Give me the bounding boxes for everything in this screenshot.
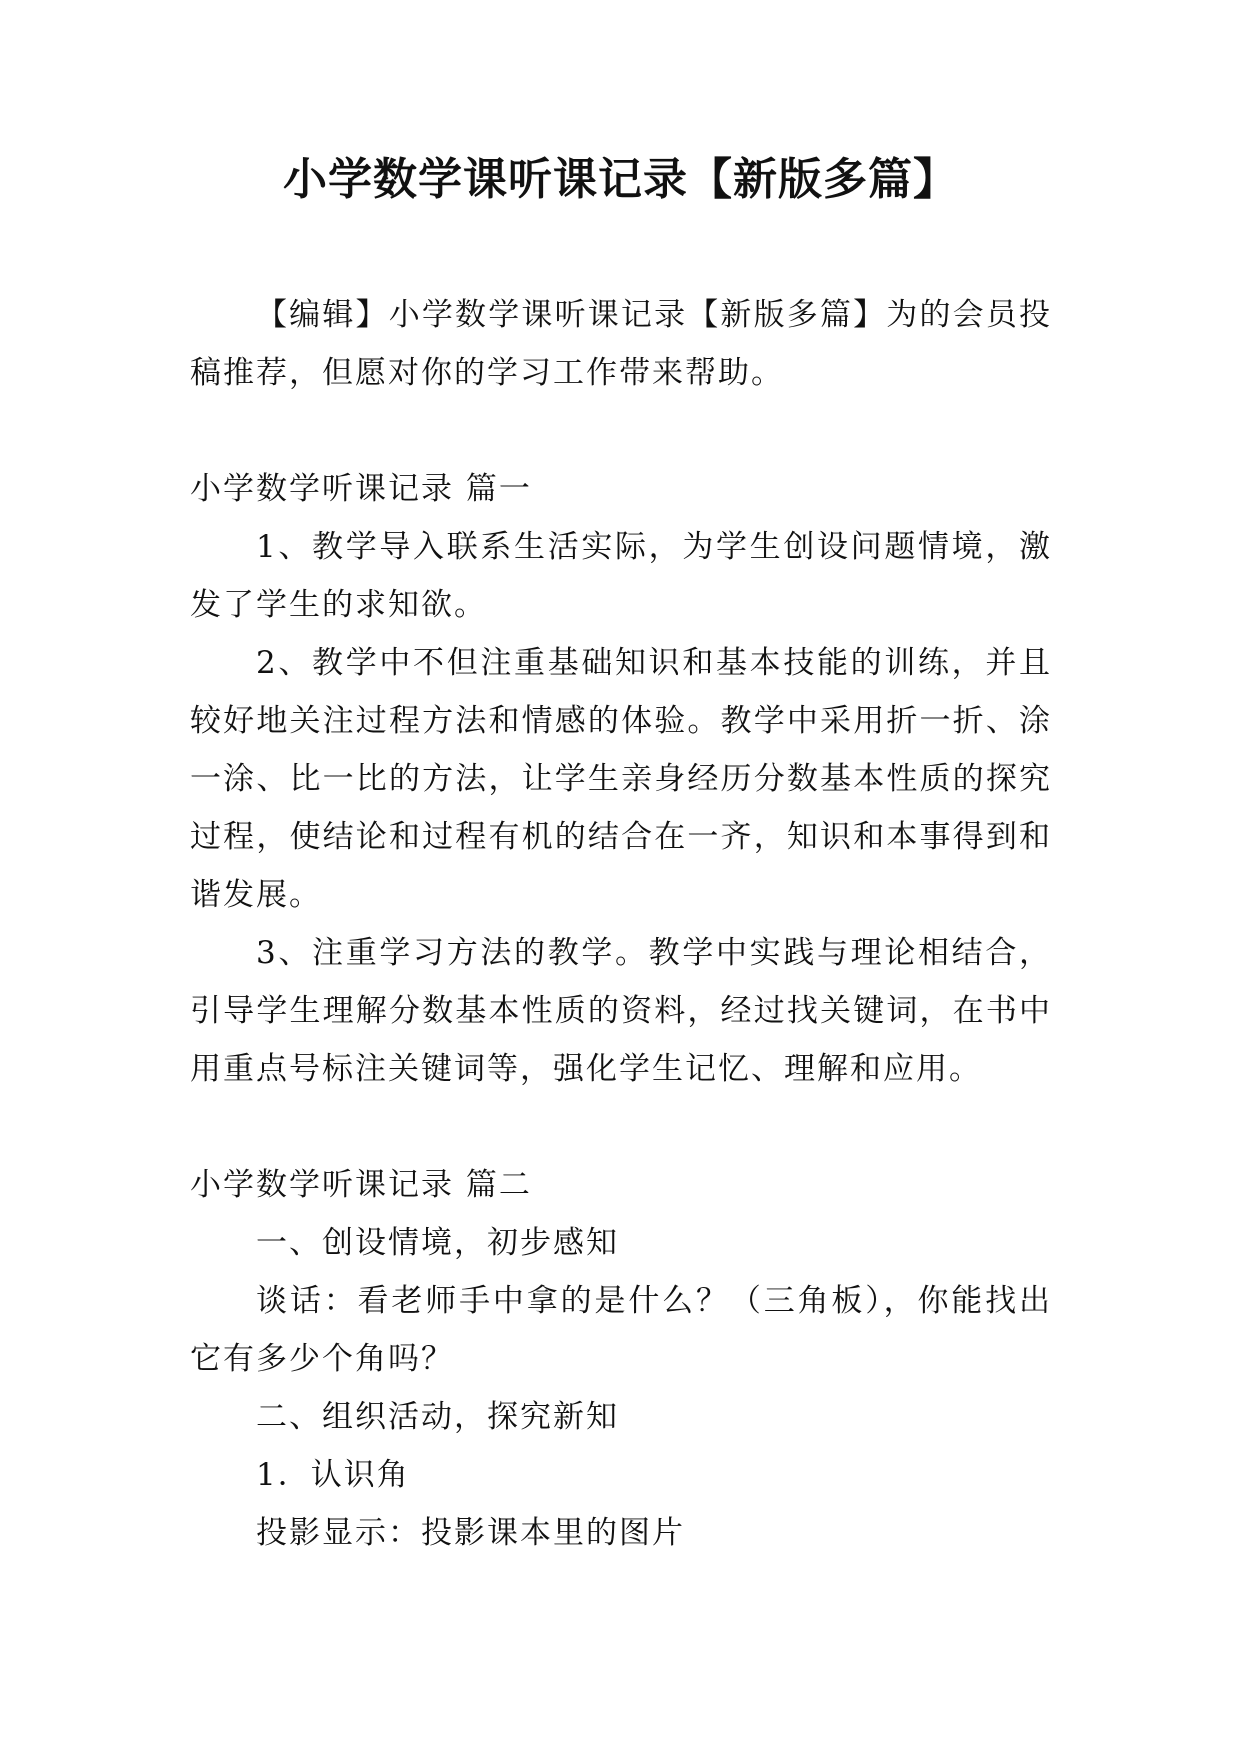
section-1-heading: 小学数学听课记录 篇一: [190, 471, 532, 507]
section-2: [190, 1156, 1052, 1562]
section-1-paragraph-2: 2、教学中不但注重基础知识和基本技能的训练，并且较好地关注过程方法和情感的体验。教学中采用折一折、涂一涂、比一比的方法，让学生亲身经历分数基本性质的探究过程，使结论和过程有机的结合在一齐，知识和本事得到和谐发展。: [190, 645, 1052, 913]
section-2-paragraph-1: 一、创设情境，初步感知: [256, 1225, 619, 1261]
section-2-paragraph-3: 二、组织活动，探究新知: [256, 1399, 619, 1435]
section-1: [190, 460, 1052, 1098]
section-2-paragraph-5: 投影显示：投影课本里的图片: [256, 1515, 685, 1551]
intro-paragraph: 【编辑】小学数学课听课记录【新版多篇】为的会员投稿推荐，但愿对你的学习工作带来帮助。: [190, 297, 1052, 391]
section-1-paragraph-1: 1、教学导入联系生活实际，为学生创设问题情境，激发了学生的求知欲。: [190, 529, 1052, 623]
section-2-heading: 小学数学听课记录 篇二: [190, 1167, 532, 1203]
section-2-paragraph-2: 谈话：看老师手中拿的是什么？（三角板），你能找出它有多少个角吗？: [190, 1283, 1052, 1377]
section-2-paragraph-4: 1．认识角: [256, 1457, 410, 1493]
intro-block: [190, 286, 1052, 402]
section-1-paragraph-3: 3、注重学习方法的教学。教学中实践与理论相结合，引导学生理解分数基本性质的资料，经过找关键词，在书中用重点号标注关键词等，强化学生记忆、理解和应用。: [190, 935, 1052, 1087]
document-title: 小学数学课听课记录【新版多篇】: [283, 154, 958, 205]
